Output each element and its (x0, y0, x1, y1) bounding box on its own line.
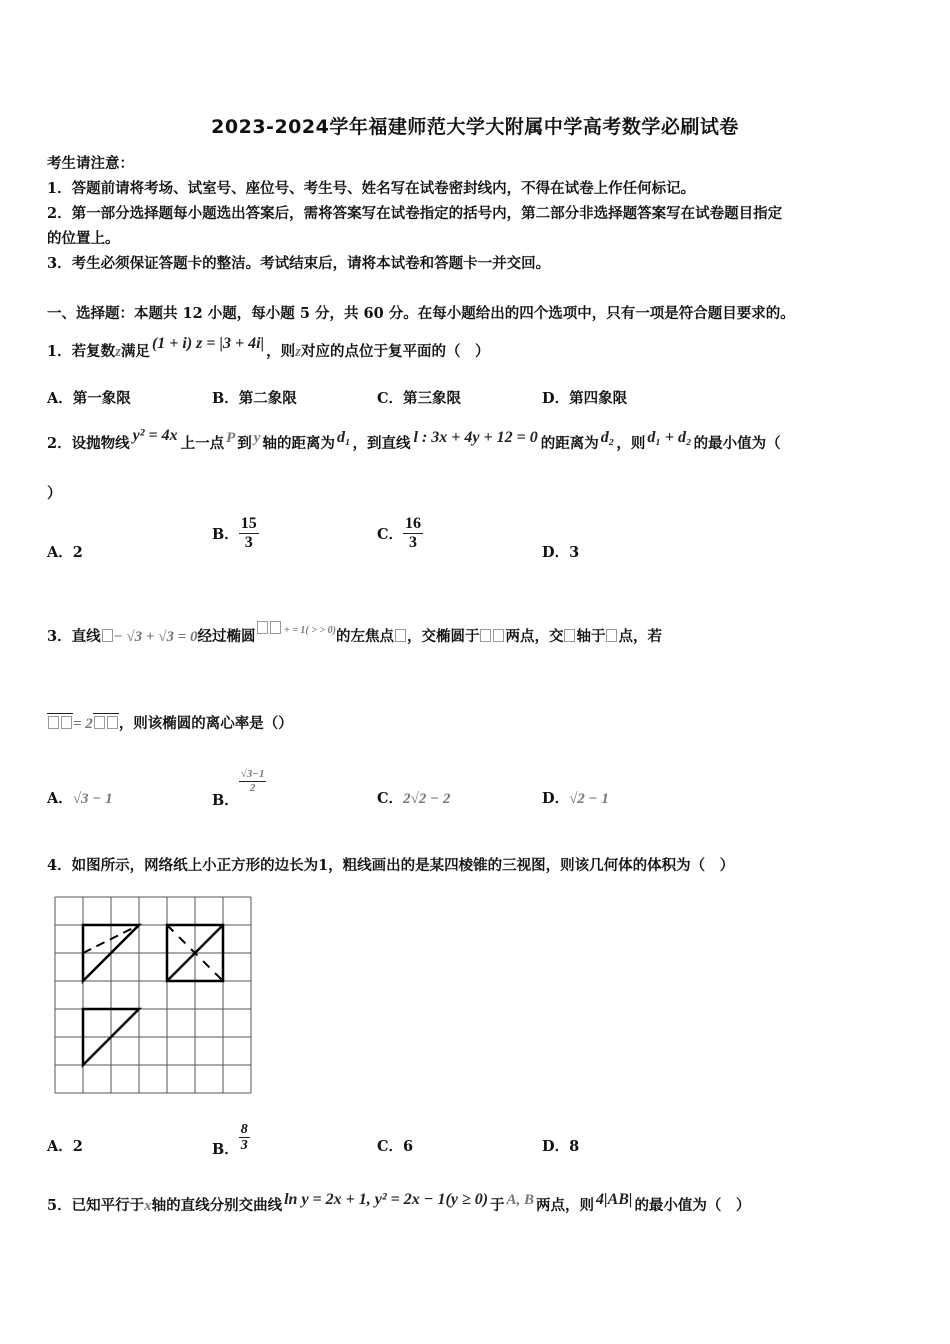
q3-glyph-point (606, 629, 617, 642)
q2-option-b-den: 3 (244, 534, 253, 551)
q2-text-3: 到 (237, 435, 252, 452)
q3-missing-glyph (102, 629, 113, 642)
notice-line-2b: 的位置上。 (47, 230, 120, 247)
q3-option-c-label: C． (377, 790, 404, 807)
q2-var-y: y (253, 430, 261, 446)
q2-sum: d₁ + d₂ (647, 429, 692, 446)
q2-parabola: y² = 4x (132, 427, 178, 444)
q1-option-a[interactable]: A．第一象限 (47, 390, 131, 407)
q2-option-a[interactable]: A．2 (47, 544, 83, 561)
q2-option-b-label: B． (212, 526, 239, 543)
q4-option-c[interactable]: C．6 (377, 1138, 414, 1155)
q2-text-6: 的距离为 (540, 435, 599, 452)
q2-text-1: 2．设抛物线 (47, 435, 130, 452)
q3-option-c-value: 2√2 − 2 (403, 791, 451, 807)
q3-vector-1 (47, 713, 73, 732)
q3-glyph-b (493, 629, 504, 642)
q2-var-p: P (226, 430, 236, 446)
q3-ellipse-eq (256, 621, 336, 636)
q3-text-6: 轴于 (576, 628, 606, 645)
q4-option-b-fraction (239, 1122, 250, 1153)
q2-line-eq: l : 3x + 4y + 12 = 0 (413, 429, 538, 446)
q5-expression: 4|AB| (596, 1191, 633, 1208)
q3-ellipse-glyph-1 (257, 621, 268, 634)
q2-d2: d₂ (600, 429, 615, 446)
q3-option-b-den: 2 (249, 782, 256, 794)
q3-option-c[interactable] (377, 787, 450, 808)
q1-option-d[interactable]: D．第四象限 (542, 390, 628, 407)
q2-option-c-den: 3 (409, 534, 418, 551)
q5-text-5: 的最小值为（ ） (634, 1197, 751, 1214)
notice-line-3: 3．考生必须保证答题卡的整洁。考试结束后，请将本试卷和答题卡一并交回。 (47, 255, 551, 272)
q4-option-b-den: 3 (240, 1138, 248, 1153)
q4-option-d[interactable]: D．8 (542, 1138, 580, 1155)
q3-text-5: 两点，交 (505, 628, 564, 645)
notice-heading: 考生请注意： (47, 155, 134, 172)
q1-mid: 满足 (120, 343, 150, 360)
q3-text-2: 经过椭圆 (197, 628, 256, 645)
q3-text-3: 的左焦点 (335, 628, 394, 645)
q2-option-c-fraction (403, 515, 423, 552)
q3-ellipse-glyph-2 (270, 621, 281, 634)
q5-var-x: x (144, 1198, 152, 1214)
q5-text-1: 5．已知平行于 (47, 1197, 145, 1214)
q2-text-2: 上一点 (180, 435, 225, 452)
three-view-figure (50, 895, 260, 1100)
section-heading: 一、选择题：本题共 12 小题，每小题 5 分，共 60 分。在每小题给出的四个选项中，只有一项是符合题目要求的。 (47, 305, 795, 322)
q3-vector-2 (93, 713, 119, 732)
page-title: 2023-2024学年福建师范大学大附属中学高考数学必刷试卷 (211, 116, 739, 138)
q3-text-1: 3．直线 (47, 628, 101, 645)
q3-option-d-value: √2 − 1 (569, 791, 609, 807)
q3-option-b-label: B． (212, 791, 239, 809)
question-3 (47, 625, 662, 646)
q2-close-paren: ） (47, 485, 62, 502)
q3-text-7: 点，若 (618, 628, 662, 645)
q5-text-4: 两点，则 (536, 1197, 595, 1214)
q3-vec-glyph-3 (94, 716, 105, 729)
q2-option-b-fraction (239, 515, 259, 552)
notice-line-2a: 2．第一部分选择题每小题选出答案后，需将答案写在试卷指定的括号内，第二部分非选择题答案写在试卷题目指定 (47, 205, 783, 222)
q3-option-b-num: √3−1 (240, 768, 265, 780)
q3-ellipse-text: + = 1( > > 0) (284, 625, 336, 636)
q3-option-d[interactable] (542, 787, 609, 808)
q2-text-5: ，到直线 (352, 435, 411, 452)
q3-option-a-value: √3 − 1 (72, 791, 113, 807)
q4-option-b-label: B． (212, 1140, 239, 1158)
q4-option-b-num: 8 (240, 1122, 248, 1137)
question-5 (47, 1191, 751, 1215)
q2-text-7: ，则 (616, 435, 646, 452)
q3-option-a[interactable] (47, 787, 113, 808)
q1-var-z: z (115, 344, 121, 360)
q1-option-b[interactable]: B．第二象限 (212, 390, 297, 407)
q1-suffix-1: ，则 (266, 343, 296, 360)
q3-line-2 (47, 712, 293, 733)
q5-points: A, B (506, 1192, 535, 1208)
q3-option-a-label: A． (47, 790, 73, 807)
q1-formula: (1 + i) z = |3 + 4i| (151, 335, 265, 352)
q3-glyph-f (395, 629, 406, 642)
q5-text-3: 于 (490, 1197, 505, 1214)
q1-suffix-2: 对应的点位于复平面的（ ） (300, 343, 490, 360)
q2-option-d[interactable]: D．3 (542, 544, 580, 561)
q2-option-b-num: 15 (240, 515, 257, 532)
q1-option-c[interactable]: C．第三象限 (377, 390, 462, 407)
question-2 (47, 427, 781, 453)
q1-var-z-2: z (295, 344, 301, 360)
q3-option-b[interactable] (212, 768, 266, 809)
q3-vector-eq: = 2 (73, 716, 93, 732)
q2-text-8: 的最小值为（ (693, 435, 781, 452)
q2-option-c[interactable] (377, 515, 423, 552)
q1-prefix: 1．若复数 (47, 343, 116, 360)
q3-glyph-axis (564, 629, 575, 642)
q2-option-b[interactable] (212, 515, 259, 552)
q2-option-c-num: 16 (405, 515, 422, 532)
q5-text-2: 轴的直线分别交曲线 (151, 1197, 283, 1214)
question-4: 4．如图所示，网络纸上小正方形的边长为1，粗线画出的是某四棱锥的三视图，则该几何体的体积为（ ） (47, 857, 735, 874)
q4-option-b[interactable] (212, 1122, 250, 1158)
q3-option-b-fraction (239, 768, 267, 795)
question-1 (47, 335, 490, 361)
q3-vec-glyph-1 (48, 716, 59, 729)
q3-line-eq: − √3 + √3 = 0 (113, 629, 198, 645)
q3-glyph-a (480, 629, 491, 642)
q3-vec-glyph-2 (61, 716, 72, 729)
q2-option-c-label: C． (377, 526, 404, 543)
q4-option-a[interactable]: A．2 (47, 1138, 83, 1155)
notice-line-1: 1．答题前请将考场、试室号、座位号、考生号、姓名写在试卷密封线内，不得在试卷上作任何标记。 (47, 180, 696, 197)
q3-text-4: ，交椭圆于 (406, 628, 480, 645)
q2-d1: d₁ (336, 429, 351, 446)
q5-curves: ln y = 2x + 1, y² = 2x − 1(y ≥ 0) (284, 1191, 489, 1208)
q3-text-8: ，则该椭圆的离心率是（） (118, 715, 293, 732)
q3-vec-glyph-4 (107, 716, 118, 729)
q2-text-4: 轴的距离为 (262, 435, 335, 452)
q3-option-d-label: D． (542, 790, 570, 807)
